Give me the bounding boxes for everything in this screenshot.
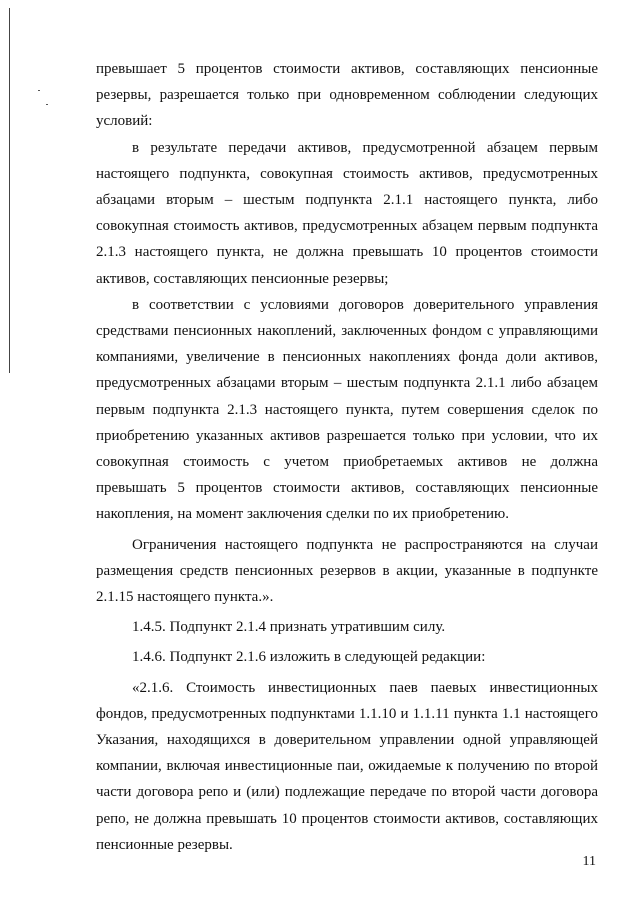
paragraph-continuation: превышает 5 процентов стоимости активов, составляющих пенсионные резервы, разрешается только при одновременном соблюдении следующих условий: bbox=[96, 61, 598, 130]
paragraph-condition-2: в соответствии с условиями договоров доверительного управления средствами пенсионных накоплений, заключенных фондом с управляющими компаниями, увеличение в пенсионных накоплениях фонда доли активов, предусмотренных абзацами вторым – шестым подпункта 2.1.1 либо абзацем первым подпункта 2.1.3 настоящего пункта, путем совершения сделок по приобретению указанных активов разрешается только при условии, что их совокупная стоимость с учетом приобретаемых активов не должна превышать 5 процентов стоимости активов, составляющих пенсионные накопления, на момент заключения сделки по их приобретению. bbox=[96, 296, 598, 523]
paragraph-1-4-5: 1.4.5. Подпункт 2.1.4 признать утратившим силу. bbox=[132, 619, 446, 636]
paragraph-1-4-6: 1.4.6. Подпункт 2.1.6 изложить в следующей редакции: bbox=[132, 649, 486, 666]
paragraph-2-1-6: «2.1.6. Стоимость инвестиционных паев паевых инвестиционных фондов, предусмотренных подпунктами 1.1.10 и 1.1.11 пункта 1.1 настоящего Указания, находящихся в доверительном управлении одной управляющей компании, включая инвестиционные паи, ожидаемые к получению по второй части договора репо и (или) подлежащие передаче по второй части договора репо, не должна превышать 10 процентов стоимости активов, составляющих пенсионные резервы. bbox=[96, 679, 598, 853]
scan-edge-line bbox=[9, 8, 10, 373]
scan-speck bbox=[46, 104, 48, 105]
paragraph-condition-1: в результате передачи активов, предусмотренной абзацем первым настоящего подпункта, совокупная стоимость активов, предусмотренных абзацами вторым – шестым подпункта 2.1.1 настоящего пункта, либо совокупная стоимость активов, предусмотренных абзацем первым подпункта 2.1.3 настоящего пункта, не должна превышать 10 процентов стоимости активов, составляющих пенсионные резервы; bbox=[96, 139, 598, 287]
body-text bbox=[96, 56, 598, 858]
page-number: 11 bbox=[582, 854, 596, 869]
scan-speck bbox=[38, 90, 40, 91]
paragraph-restrictions: Ограничения настоящего подпункта не распространяются на случаи размещения средств пенсионных резервов в акции, указанные в подпункте 2.1.15 настоящего пункта.». bbox=[96, 536, 598, 606]
